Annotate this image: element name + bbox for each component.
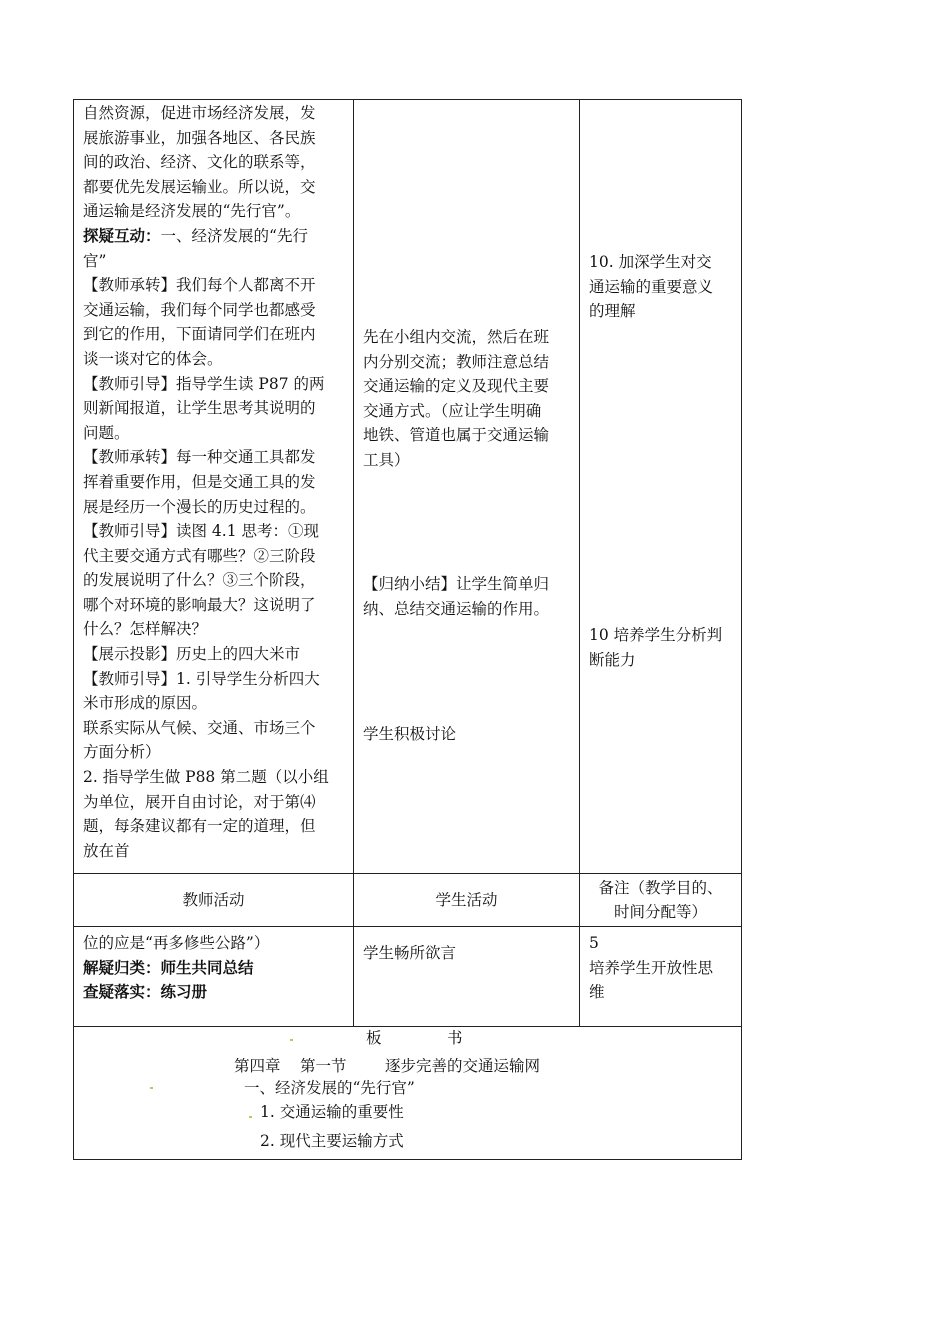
teacher-line: 到它的作用，下面请同学们在班内: [83, 325, 316, 344]
student-line: 交通运输的定义及现代主要: [363, 377, 550, 396]
teacher-line: 联系实际从气候、交通、市场三个: [83, 718, 316, 737]
teacher-line: 【教师引导】指导学生读 P87 的两: [83, 374, 325, 393]
header-note: [580, 874, 741, 926]
teacher-line-rest: 一、经济发展的“先行: [160, 226, 308, 245]
student-block-discuss: [363, 722, 456, 747]
note-cell: [580, 100, 741, 873]
note-block-1: [589, 250, 713, 324]
note-line: 5: [589, 934, 599, 952]
teacher-line: 米市形成的原因。: [83, 694, 208, 713]
table-header-row: [74, 874, 741, 927]
teacher-line: 为单位，展开自由讨论，对于第⑷: [83, 792, 316, 811]
teacher-line: 题，每条建议都有一定的道理，但: [83, 817, 316, 836]
teacher-line: 展旅游事业，加强各地区、各民族: [83, 128, 316, 147]
teacher-line: 位的应是“再多修些公路”）: [83, 934, 270, 952]
student-activity-cell: [354, 927, 580, 1026]
student-line: 纳、总结交通运输的作用。: [363, 599, 550, 618]
teacher-line: 则新闻报道，让学生思考其说明的: [83, 399, 316, 418]
teacher-line: 查疑落实：练习册: [83, 982, 208, 1002]
note-line: 的理解: [589, 302, 636, 321]
board-section: 第一节: [300, 1057, 347, 1075]
teacher-line: 代主要交通方式有哪些？②三阶段: [83, 546, 316, 565]
teacher-line: 通运输是经济发展的“先行官”。: [83, 202, 301, 221]
note-line: 培养学生开放性思: [589, 958, 714, 977]
board-chapter: 第四章: [234, 1057, 281, 1075]
mark-icon: [290, 1024, 293, 1048]
teacher-line: 【教师引导】读图 4.1 思考：①现: [83, 522, 320, 541]
student-line: 学生畅所欲言: [363, 944, 457, 962]
teacher-line: 交通运输，我们每个同学也都感受: [83, 300, 316, 319]
mark-icon: [249, 1101, 252, 1125]
student-line: 先在小组内交流，然后在班: [363, 328, 550, 346]
teacher-line: 展是经历一个漫长的历史过程的。: [83, 497, 316, 516]
teacher-line: 官”: [83, 251, 107, 270]
teacher-activity-cell: [74, 100, 354, 873]
teacher-activity-cell: [74, 927, 354, 1026]
teacher-line: 什么？怎样解决？: [83, 620, 208, 639]
student-line: 交通方式。（应让学生明确: [363, 401, 542, 420]
lesson-plan-table: [73, 99, 742, 1160]
teacher-line: 【教师引导】1. 引导学生分析四大: [83, 669, 320, 688]
student-block-summary: [363, 572, 549, 621]
teacher-line: 都要优先发展运输业。所以说，交: [83, 177, 316, 196]
student-line: 工具）: [363, 450, 410, 469]
table-row: [74, 100, 741, 874]
header-note-line1: 备注（教学目的、: [598, 879, 723, 897]
teacher-line: 方面分析）: [83, 743, 161, 762]
note-line: 断能力: [589, 650, 636, 669]
board-title-a: 板: [366, 1029, 382, 1047]
teacher-line: [83, 224, 353, 249]
teacher-line: 挥着重要作用，但是交通工具的发: [83, 472, 316, 491]
note-line: 通运输的重要意义: [589, 277, 714, 296]
teacher-line: 【教师承转】我们每个人都离不开: [83, 276, 316, 295]
board-item1: 1. 交通运输的重要性: [260, 1103, 404, 1121]
student-line: 学生积极讨论: [363, 725, 457, 743]
note-cell: [580, 927, 741, 1026]
student-activity-cell: [354, 100, 580, 873]
header-teacher: 教师活动: [74, 874, 354, 926]
teacher-line: 的发展说明了什么？③三个阶段，: [83, 571, 316, 590]
note-block-2: [589, 623, 722, 672]
teacher-line: 【教师承转】每一种交通工具都发: [83, 448, 316, 467]
note-line: 10. 加深学生对交: [589, 253, 712, 271]
teacher-line: 哪个对环境的影响最大？这说明了: [83, 595, 316, 614]
teacher-line: 问题。: [83, 423, 130, 442]
note-line: 维: [589, 983, 605, 1002]
teacher-line-bold: 探疑互动：: [83, 225, 161, 245]
student-line: 【归纳小结】让学生简单归: [363, 575, 550, 593]
teacher-line: 间的政治、经济、文化的联系等，: [83, 153, 316, 172]
blackboard-row: [74, 1027, 741, 1159]
header-student: 学生活动: [354, 874, 580, 926]
board-heading: 一、经济发展的“先行官”: [244, 1079, 415, 1097]
teacher-line: 【展示投影】历史上的四大米市: [83, 645, 301, 664]
teacher-line: 放在首: [83, 841, 130, 860]
student-line: 地铁、管道也属于交通运输: [363, 426, 550, 445]
note-line: 10 培养学生分析判: [589, 626, 723, 644]
table-row: [74, 927, 741, 1027]
teacher-line: 自然资源，促进市场经济发展，发: [83, 104, 316, 122]
student-line: 内分别交流；教师注意总结: [363, 352, 550, 371]
board-item2: 2. 现代主要运输方式: [260, 1132, 404, 1150]
teacher-line: 谈一谈对它的体会。: [83, 349, 223, 368]
board-title-b: 书: [447, 1029, 463, 1047]
teacher-line: 2. 指导学生做 P88 第二题（以小组: [83, 768, 329, 787]
board-topic: 逐步完善的交通运输网: [385, 1057, 541, 1075]
teacher-line: 解疑归类：师生共同总结: [83, 957, 254, 977]
mark-icon: [150, 1072, 153, 1096]
header-note-line2: 时间分配等）: [613, 903, 707, 921]
student-block-discussion: [363, 325, 549, 473]
